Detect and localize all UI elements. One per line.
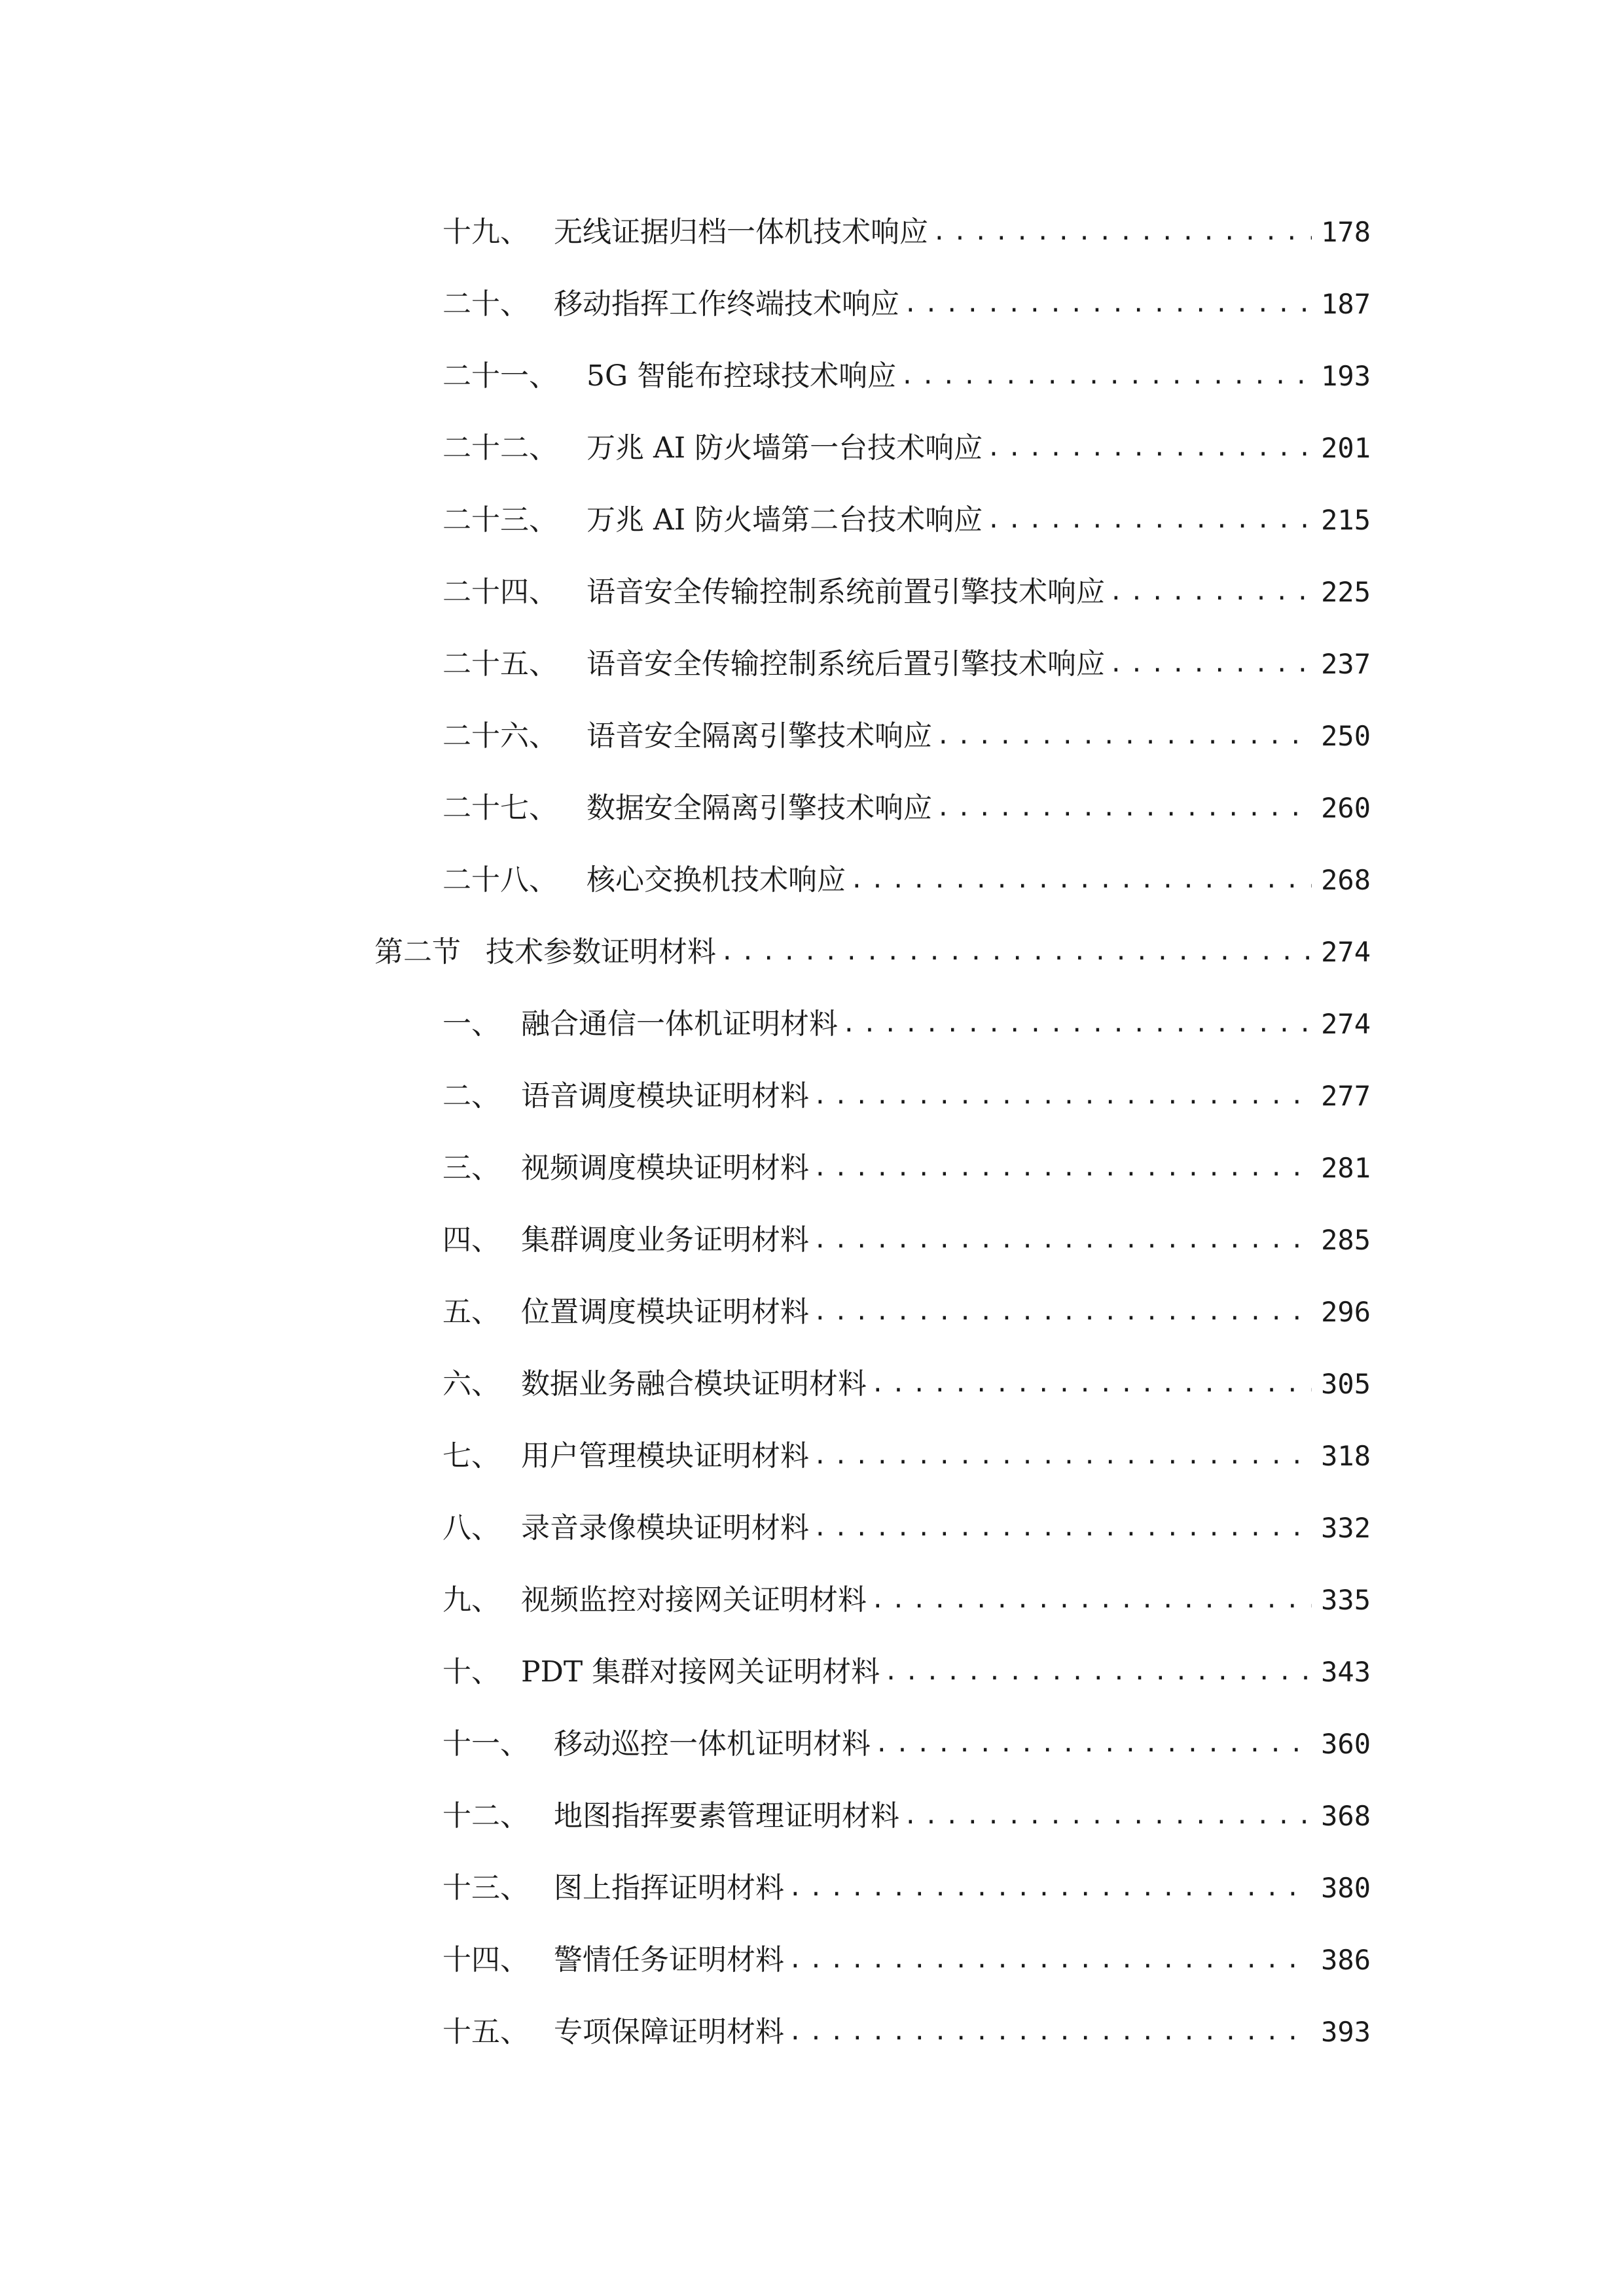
dot-leader bbox=[986, 437, 1312, 460]
toc-entry-title: 地图指挥要素管理证明材料 bbox=[554, 1799, 899, 1833]
toc-entry[interactable] bbox=[442, 1852, 1371, 1924]
toc-entry-page: 368 bbox=[1321, 1800, 1371, 1832]
toc-section-title: 技术参数证明材料 bbox=[486, 935, 716, 969]
dot-leader bbox=[1109, 653, 1312, 676]
toc-entry-number: 二十四、 bbox=[442, 575, 558, 609]
toc-entry-page: 274 bbox=[1321, 936, 1371, 968]
toc-entry-page: 237 bbox=[1321, 648, 1371, 680]
dot-leader bbox=[788, 2020, 1312, 2044]
toc-entry-page: 332 bbox=[1321, 1512, 1371, 1544]
toc-entry-number: 三、 bbox=[442, 1151, 500, 1185]
toc-entry-title: 用户管理模块证明材料 bbox=[521, 1439, 809, 1473]
toc-entry-page: 296 bbox=[1321, 1296, 1371, 1328]
toc-entry-number: 二十六、 bbox=[442, 719, 558, 753]
toc-entry-page: 268 bbox=[1321, 864, 1371, 896]
toc-entry-page: 274 bbox=[1321, 1008, 1371, 1040]
toc-entry-title: 数据业务融合模块证明材料 bbox=[521, 1367, 867, 1401]
dot-leader bbox=[900, 365, 1312, 388]
toc-entry-title: 语音安全传输控制系统后置引擎技术响应 bbox=[586, 647, 1105, 681]
dot-leader bbox=[1109, 581, 1312, 604]
toc-entry-number: 二十、 bbox=[442, 287, 529, 321]
toc-entry-title: 移动指挥工作终端技术响应 bbox=[554, 287, 899, 321]
toc-entry-title: 图上指挥证明材料 bbox=[554, 1871, 784, 1905]
toc-entry-number: 二十五、 bbox=[442, 647, 558, 681]
toc-entry[interactable] bbox=[442, 1780, 1371, 1852]
toc-entry-page: 305 bbox=[1321, 1368, 1371, 1400]
toc-entry[interactable] bbox=[442, 1204, 1371, 1276]
toc-entry-page: 380 bbox=[1321, 1872, 1371, 1904]
toc-entry-page: 285 bbox=[1321, 1224, 1371, 1256]
toc-entry[interactable] bbox=[442, 1060, 1371, 1132]
toc-entry[interactable] bbox=[442, 1276, 1371, 1348]
toc-entry-title: 数据安全隔离引擎技术响应 bbox=[586, 791, 932, 825]
toc-entry-title: 万兆 AI 防火墙第二台技术响应 bbox=[586, 503, 983, 537]
toc-entry-number: 十九、 bbox=[442, 215, 529, 249]
toc-section-number: 第二节 bbox=[374, 935, 461, 969]
dot-leader bbox=[875, 1732, 1312, 1756]
toc-entry-page: 386 bbox=[1321, 1944, 1371, 1976]
toc-entry-title: 核心交换机技术响应 bbox=[586, 863, 846, 897]
toc-entry-number: 六、 bbox=[442, 1367, 500, 1401]
dot-leader bbox=[813, 1300, 1312, 1324]
toc-entry-number: 七、 bbox=[442, 1439, 500, 1473]
toc-entry-title: 融合通信一体机证明材料 bbox=[521, 1007, 838, 1041]
toc-entry-title: 位置调度模块证明材料 bbox=[521, 1295, 809, 1329]
toc-entry-page: 250 bbox=[1321, 720, 1371, 752]
dot-leader bbox=[813, 1516, 1312, 1540]
toc-entry-number: 五、 bbox=[442, 1295, 500, 1329]
toc-entry[interactable] bbox=[442, 1348, 1371, 1420]
toc-entry-number: 二十三、 bbox=[442, 503, 558, 537]
dot-leader bbox=[813, 1085, 1312, 1108]
toc-entry-page: 187 bbox=[1321, 288, 1371, 320]
dot-leader bbox=[850, 869, 1312, 892]
dot-leader bbox=[884, 1660, 1312, 1684]
toc-entry-number: 八、 bbox=[442, 1511, 500, 1545]
toc-entry-number: 二十二、 bbox=[442, 431, 558, 465]
toc-entry-page: 318 bbox=[1321, 1440, 1371, 1472]
toc-entry-title: 5G 智能布控球技术响应 bbox=[586, 359, 897, 393]
toc-entry-title: PDT 集群对接网关证明材料 bbox=[521, 1655, 880, 1689]
toc-entry-number: 二十一、 bbox=[442, 359, 558, 393]
toc-entry-number: 十二、 bbox=[442, 1799, 529, 1833]
toc-entry[interactable] bbox=[442, 1708, 1371, 1780]
dot-leader bbox=[842, 1013, 1312, 1036]
toc-entry[interactable] bbox=[442, 340, 1371, 412]
toc-entry[interactable] bbox=[442, 700, 1371, 772]
toc-entry-page: 343 bbox=[1321, 1656, 1371, 1688]
toc-entry-number: 二十七、 bbox=[442, 791, 558, 825]
toc-entry[interactable] bbox=[442, 1420, 1371, 1492]
dot-leader bbox=[871, 1372, 1312, 1396]
dot-leader bbox=[871, 1588, 1312, 1612]
toc-entry-page: 215 bbox=[1321, 504, 1371, 536]
toc-entry-title: 语音安全隔离引擎技术响应 bbox=[586, 719, 932, 753]
toc-entry[interactable] bbox=[442, 844, 1371, 916]
toc-section-entry[interactable] bbox=[374, 916, 1371, 988]
toc-entry-page: 178 bbox=[1321, 216, 1371, 248]
dot-leader bbox=[903, 293, 1312, 316]
toc-entry[interactable] bbox=[442, 1924, 1371, 1996]
dot-leader bbox=[936, 725, 1312, 748]
toc-entry[interactable] bbox=[442, 1564, 1371, 1636]
toc-entry-page: 281 bbox=[1321, 1152, 1371, 1184]
toc-entry-title: 移动巡控一体机证明材料 bbox=[554, 1727, 871, 1761]
dot-leader bbox=[932, 221, 1312, 244]
toc-entry-title: 视频调度模块证明材料 bbox=[521, 1151, 809, 1185]
toc-entry-number: 二十八、 bbox=[442, 863, 558, 897]
toc-entry-page: 225 bbox=[1321, 576, 1371, 608]
toc-entry-title: 视频监控对接网关证明材料 bbox=[521, 1583, 867, 1617]
dot-leader bbox=[986, 509, 1312, 532]
toc-entry-title: 专项保障证明材料 bbox=[554, 2015, 784, 2049]
toc-entry[interactable] bbox=[442, 772, 1371, 844]
dot-leader bbox=[903, 1804, 1312, 1828]
toc-entry-title: 集群调度业务证明材料 bbox=[521, 1223, 809, 1257]
toc-entry[interactable] bbox=[442, 412, 1371, 484]
toc-entry-page: 335 bbox=[1321, 1584, 1371, 1616]
dot-leader bbox=[788, 1876, 1312, 1900]
toc-entry-number: 十五、 bbox=[442, 2015, 529, 2049]
dot-leader bbox=[936, 797, 1312, 820]
toc-entry-number: 十四、 bbox=[442, 1943, 529, 1977]
toc-entry-title: 无线证据归档一体机技术响应 bbox=[554, 215, 928, 249]
toc-entry-page: 260 bbox=[1321, 792, 1371, 824]
toc-entry-title: 录音录像模块证明材料 bbox=[521, 1511, 809, 1545]
toc-entry[interactable] bbox=[442, 988, 1371, 1060]
toc-entry-page: 360 bbox=[1321, 1728, 1371, 1760]
toc-entry-title: 语音调度模块证明材料 bbox=[521, 1079, 809, 1113]
toc-entry-number: 九、 bbox=[442, 1583, 500, 1617]
dot-leader bbox=[788, 1948, 1312, 1972]
toc-entry-page: 201 bbox=[1321, 432, 1371, 464]
toc-entry[interactable] bbox=[442, 196, 1371, 268]
toc-entry-number: 二、 bbox=[442, 1079, 500, 1113]
toc-entry-number: 十三、 bbox=[442, 1871, 529, 1905]
toc-entry-title: 警情任务证明材料 bbox=[554, 1943, 784, 1977]
toc-entry-number: 四、 bbox=[442, 1223, 500, 1257]
toc-entry-title: 万兆 AI 防火墙第一台技术响应 bbox=[586, 431, 983, 465]
toc-entry[interactable] bbox=[442, 556, 1371, 628]
dot-leader bbox=[813, 1157, 1312, 1180]
toc-entry[interactable] bbox=[442, 1492, 1371, 1564]
toc-entry-number: 十、 bbox=[442, 1655, 500, 1689]
toc-entry[interactable] bbox=[442, 628, 1371, 700]
dot-leader bbox=[720, 941, 1312, 964]
toc-entry[interactable] bbox=[442, 1132, 1371, 1204]
toc-entry-page: 193 bbox=[1321, 360, 1371, 392]
toc-entry-title: 语音安全传输控制系统前置引擎技术响应 bbox=[586, 575, 1105, 609]
toc-entry[interactable] bbox=[442, 268, 1371, 340]
toc-entry[interactable] bbox=[442, 1996, 1371, 2068]
dot-leader bbox=[813, 1229, 1312, 1252]
toc-entry[interactable] bbox=[442, 1636, 1371, 1708]
toc-entry-number: 一、 bbox=[442, 1007, 500, 1041]
toc-entry-page: 277 bbox=[1321, 1080, 1371, 1112]
toc-entry[interactable] bbox=[442, 484, 1371, 556]
toc-entry-number: 十一、 bbox=[442, 1727, 529, 1761]
dot-leader bbox=[813, 1444, 1312, 1468]
toc-entry-page: 393 bbox=[1321, 2016, 1371, 2048]
